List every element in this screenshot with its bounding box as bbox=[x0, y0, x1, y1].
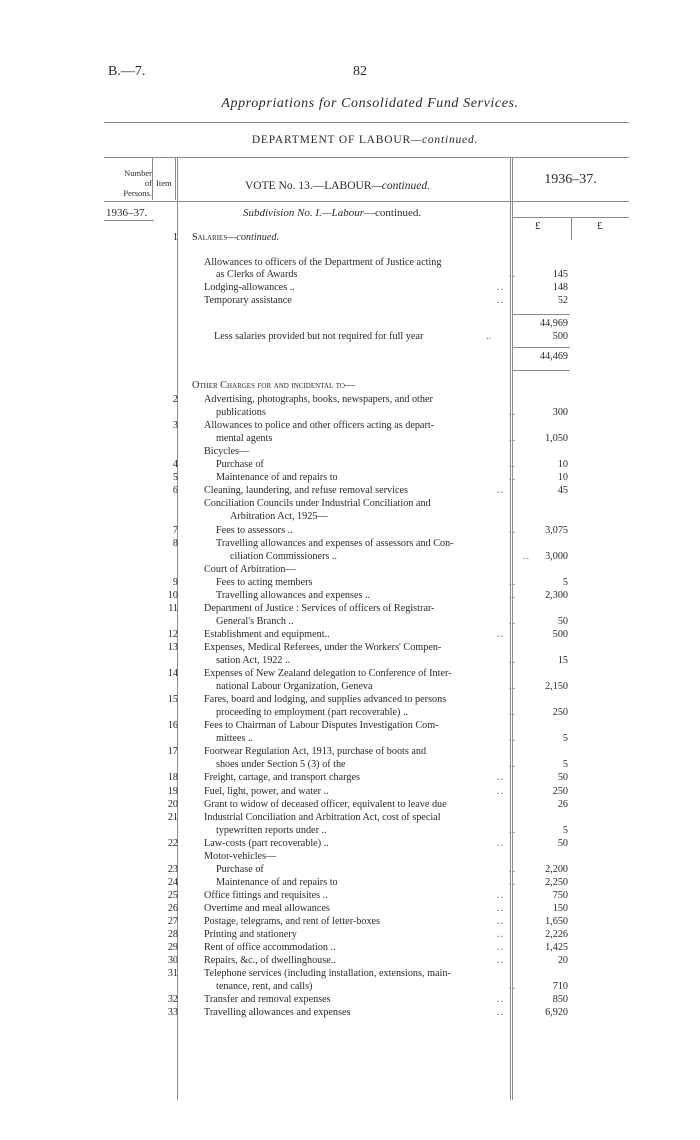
leader-dots: .. bbox=[496, 485, 504, 496]
charge-row bbox=[0, 419, 700, 432]
charge-row bbox=[0, 980, 700, 993]
leader-dots: .. bbox=[508, 407, 516, 418]
line-description bbox=[204, 667, 504, 680]
item-number: 11 bbox=[168, 603, 178, 614]
line-description bbox=[204, 628, 504, 641]
charge-row bbox=[0, 811, 700, 824]
line-amount: 26 bbox=[557, 799, 568, 810]
line-amount: 250 bbox=[552, 786, 568, 797]
line-amount: 10 bbox=[557, 459, 568, 470]
line-description bbox=[204, 837, 504, 850]
item-number: 4 bbox=[172, 459, 178, 470]
line-label: Arbitration Act, 1925— bbox=[230, 511, 331, 522]
leader-dots: .. bbox=[496, 295, 504, 306]
leader-dots: .. bbox=[496, 903, 504, 914]
line-label: Law-costs (part recoverable) .. bbox=[204, 838, 332, 849]
line-amount: 1,650 bbox=[545, 916, 568, 927]
line-label: Postage, telegrams, and rent of letter-boxes bbox=[204, 916, 383, 927]
line-amount: 1,050 bbox=[545, 433, 568, 444]
line-amount: 3,075 bbox=[545, 525, 568, 536]
charge-row bbox=[0, 497, 700, 510]
line-description bbox=[204, 641, 504, 654]
charge-row bbox=[0, 693, 700, 706]
charge-row bbox=[0, 758, 700, 771]
charge-row bbox=[0, 576, 700, 589]
item-number: 19 bbox=[167, 786, 178, 797]
leader-dots: .. bbox=[508, 577, 516, 588]
total-rule-bottom bbox=[512, 370, 570, 371]
charge-row bbox=[0, 837, 700, 850]
line-description bbox=[204, 967, 504, 980]
salary-line bbox=[0, 268, 700, 281]
item-column-rule-left bbox=[175, 158, 176, 200]
charge-row bbox=[0, 641, 700, 654]
leader-dots: .. bbox=[496, 1007, 504, 1018]
line-description bbox=[204, 419, 504, 432]
leader-dots: .. bbox=[508, 759, 516, 770]
line-label: Allowances to police and other officers acting as depart- bbox=[204, 420, 437, 431]
line-amount: 45 bbox=[557, 485, 568, 496]
line-description bbox=[216, 268, 516, 281]
charge-row bbox=[0, 876, 700, 889]
item-number: 16 bbox=[167, 720, 178, 731]
item-number: 23 bbox=[167, 864, 178, 875]
vote-title bbox=[245, 180, 430, 192]
salary-line bbox=[0, 281, 700, 294]
vote-name: VOTE No. 13.—LABOUR bbox=[245, 180, 372, 192]
line-description bbox=[204, 941, 504, 954]
header-rule bbox=[104, 122, 629, 123]
line-amount: 52 bbox=[557, 295, 568, 306]
leader-dots: .. bbox=[496, 838, 504, 849]
line-label: Purchase of bbox=[216, 864, 267, 875]
charge-row bbox=[0, 863, 700, 876]
year-column-header: 1936–37. bbox=[544, 172, 597, 187]
charge-row bbox=[0, 667, 700, 680]
line-label: Maintenance of and repairs to bbox=[216, 877, 341, 888]
persons-year-label: 1936–37. bbox=[106, 207, 148, 219]
persons-column-rule bbox=[152, 158, 153, 200]
leader-dots: .. bbox=[496, 786, 504, 797]
charge-row bbox=[0, 928, 700, 941]
item-number: 21 bbox=[167, 812, 178, 823]
running-title: Appropriations for Consolidated Fund Services. bbox=[221, 96, 519, 111]
item-number: 32 bbox=[167, 994, 178, 1005]
line-label: Establishment and equipment.. bbox=[204, 629, 333, 640]
pound-header-rule bbox=[512, 217, 629, 218]
item-number: 24 bbox=[167, 877, 178, 888]
item-number: 31 bbox=[167, 968, 178, 979]
line-label: Purchase of bbox=[216, 459, 267, 470]
leader-dots: .. bbox=[496, 890, 504, 901]
salaries-suffix: —continued. bbox=[227, 232, 280, 243]
leader-dots: .. bbox=[508, 525, 516, 536]
pound-symbol: £ bbox=[535, 220, 541, 232]
line-description bbox=[204, 1006, 504, 1019]
subdivision-title bbox=[243, 207, 421, 219]
line-description bbox=[204, 294, 504, 307]
leader-dots: .. bbox=[508, 269, 516, 280]
line-amount: 15 bbox=[557, 655, 568, 666]
leader-dots: .. bbox=[508, 655, 516, 666]
leader-dots: .. bbox=[508, 590, 516, 601]
item-number: 17 bbox=[167, 746, 178, 757]
leader-dots: .. bbox=[508, 864, 516, 875]
charge-row bbox=[0, 602, 700, 615]
line-amount: 250 bbox=[552, 707, 568, 718]
line-amount: 50 bbox=[557, 772, 568, 783]
line-description bbox=[216, 537, 516, 550]
leader-dots: .. bbox=[496, 929, 504, 940]
line-amount: 2,150 bbox=[545, 681, 568, 692]
less-salaries-label: Less salaries provided but not required for full year bbox=[214, 331, 424, 342]
line-description bbox=[216, 524, 516, 537]
leader-dots: .. bbox=[508, 459, 516, 470]
line-label: Fees to assessors .. bbox=[216, 525, 296, 536]
line-label: Fuel, light, power, and water .. bbox=[204, 786, 332, 797]
item-number: 26 bbox=[167, 903, 178, 914]
charge-row bbox=[0, 510, 700, 523]
line-label: proceeding to employment (part recoverable) .. bbox=[216, 707, 411, 718]
line-label: Telephone services (including installation, extensions, main- bbox=[204, 968, 454, 979]
line-description bbox=[204, 602, 504, 615]
charge-row bbox=[0, 537, 700, 550]
leader-dots: .. bbox=[496, 282, 504, 293]
report-reference: B.—7. bbox=[108, 64, 146, 79]
line-label: Office fittings and requisites .. bbox=[204, 890, 331, 901]
charge-row bbox=[0, 654, 700, 667]
leader-dots: .. bbox=[508, 825, 516, 836]
line-description bbox=[204, 445, 504, 458]
line-label: Travelling allowances and expenses .. bbox=[216, 590, 373, 601]
department-name: DEPARTMENT OF LABOUR bbox=[251, 134, 411, 146]
line-description bbox=[204, 889, 504, 902]
line-description bbox=[216, 824, 516, 837]
total-rule-top bbox=[512, 347, 570, 348]
line-description bbox=[204, 693, 504, 706]
salary-line bbox=[0, 294, 700, 307]
line-amount: 5 bbox=[562, 577, 568, 588]
line-description bbox=[204, 902, 504, 915]
line-description bbox=[216, 876, 516, 889]
line-label: Conciliation Councils under Industrial Conciliation and bbox=[204, 498, 434, 509]
line-description bbox=[216, 589, 516, 602]
line-label: Rent of office accommodation .. bbox=[204, 942, 339, 953]
line-amount: 50 bbox=[557, 838, 568, 849]
line-label: ciliation Commissioners .. bbox=[230, 551, 340, 562]
line-amount: 850 bbox=[552, 994, 568, 1005]
line-description bbox=[216, 680, 516, 693]
charge-row bbox=[0, 732, 700, 745]
line-description bbox=[216, 432, 516, 445]
charge-row bbox=[0, 745, 700, 758]
item-column-header: Item bbox=[156, 178, 172, 188]
line-description bbox=[216, 706, 516, 719]
line-label: Travelling allowances and expenses bbox=[204, 1007, 353, 1018]
line-description bbox=[204, 928, 504, 941]
line-label: publications bbox=[216, 407, 269, 418]
charge-row bbox=[0, 889, 700, 902]
charge-row bbox=[0, 393, 700, 406]
line-amount: 5 bbox=[562, 733, 568, 744]
line-amount: 1,425 bbox=[545, 942, 568, 953]
line-amount: 500 bbox=[552, 629, 568, 640]
line-amount: 145 bbox=[552, 269, 568, 280]
department-suffix: —continued. bbox=[410, 134, 479, 146]
line-label: Fees to acting members bbox=[216, 577, 315, 588]
item-number: 7 bbox=[172, 525, 178, 536]
line-label: Printing and stationery bbox=[204, 929, 300, 940]
leader-dots: .. bbox=[496, 994, 504, 1005]
line-description bbox=[216, 458, 516, 471]
line-amount: 10 bbox=[557, 472, 568, 483]
item-number: 6 bbox=[172, 485, 178, 496]
less-salaries-dots: .. bbox=[486, 331, 492, 342]
subdivision-prefix: Subdivision No. I.— bbox=[243, 207, 332, 219]
line-description bbox=[204, 484, 504, 497]
line-amount: 6,920 bbox=[545, 1007, 568, 1018]
item-number: 2 bbox=[172, 394, 178, 405]
department-heading bbox=[160, 134, 570, 146]
line-description bbox=[230, 550, 530, 563]
line-amount: 2,300 bbox=[545, 590, 568, 601]
line-label: Department of Justice : Services of officers of Registrar- bbox=[204, 603, 437, 614]
line-amount: 50 bbox=[557, 616, 568, 627]
line-amount: 300 bbox=[552, 407, 568, 418]
leader-dots: .. bbox=[508, 616, 516, 627]
line-amount: 750 bbox=[552, 890, 568, 901]
line-label: Bicycles— bbox=[204, 446, 252, 457]
line-amount: 2,250 bbox=[545, 877, 568, 888]
item-number: 18 bbox=[167, 772, 178, 783]
charge-row bbox=[0, 967, 700, 980]
line-label: Advertising, photographs, books, newspapers, and other bbox=[204, 394, 436, 405]
line-amount: 2,226 bbox=[545, 929, 568, 940]
salaries-heading bbox=[192, 232, 279, 243]
table-top-rule bbox=[104, 157, 629, 158]
line-amount: 148 bbox=[552, 282, 568, 293]
persons-header-line: Persons. bbox=[123, 188, 152, 198]
line-amount: 5 bbox=[562, 825, 568, 836]
charge-row bbox=[0, 771, 700, 784]
charge-row bbox=[0, 524, 700, 537]
line-amount: 20 bbox=[557, 955, 568, 966]
item-number: 12 bbox=[167, 629, 178, 640]
line-label: Allowances to officers of the Department of Justice acting bbox=[204, 257, 444, 268]
line-label: Transfer and removal expenses bbox=[204, 994, 334, 1005]
year-underline bbox=[104, 220, 154, 221]
item-number: 14 bbox=[167, 668, 178, 679]
line-amount: 150 bbox=[552, 903, 568, 914]
charge-row bbox=[0, 471, 700, 484]
less-salaries-amount: 500 bbox=[552, 331, 568, 342]
line-amount: 2,200 bbox=[545, 864, 568, 875]
line-label: Fees to Chairman of Labour Disputes Investigation Com- bbox=[204, 720, 442, 731]
line-description bbox=[230, 510, 530, 523]
leader-dots: .. bbox=[508, 707, 516, 718]
line-label: Expenses, Medical Referees, under the Workers' Compen- bbox=[204, 642, 444, 653]
item-number: 3 bbox=[172, 420, 178, 431]
pound-column-divider bbox=[571, 218, 572, 240]
subdivision-suffix: —continued. bbox=[364, 207, 422, 219]
persons-column-header bbox=[104, 168, 152, 198]
charge-row bbox=[0, 850, 700, 863]
persons-header-line: Number bbox=[124, 168, 152, 178]
item-number: 22 bbox=[167, 838, 178, 849]
charge-row bbox=[0, 785, 700, 798]
item-number: 27 bbox=[167, 916, 178, 927]
line-label: Maintenance of and repairs to bbox=[216, 472, 341, 483]
line-label: Repairs, &c., of dwellinghouse.. bbox=[204, 955, 339, 966]
line-label: Freight, cartage, and transport charges bbox=[204, 772, 363, 783]
charge-row bbox=[0, 954, 700, 967]
subtotal-rule bbox=[512, 314, 570, 315]
line-label: tenance, rent, and calls) bbox=[216, 981, 315, 992]
charge-row bbox=[0, 824, 700, 837]
line-label: Motor-vehicles— bbox=[204, 851, 279, 862]
line-label: Footwear Regulation Act, 1913, purchase of boots and bbox=[204, 746, 429, 757]
item-number: 29 bbox=[167, 942, 178, 953]
item-number: 33 bbox=[167, 1007, 178, 1018]
line-description bbox=[204, 811, 504, 824]
line-amount: 3,000 bbox=[545, 551, 568, 562]
line-label: Temporary assistance bbox=[204, 295, 295, 306]
pound-symbol: £ bbox=[597, 220, 603, 232]
line-description bbox=[204, 771, 504, 784]
salaries-label: Salaries bbox=[192, 232, 228, 243]
leader-dots: .. bbox=[496, 629, 504, 640]
line-label: Grant to widow of deceased officer, equivalent to leave due bbox=[204, 799, 450, 810]
item-number: 30 bbox=[167, 955, 178, 966]
charge-row bbox=[0, 550, 700, 563]
line-label: General's Branch .. bbox=[216, 616, 297, 627]
item-number: 15 bbox=[167, 694, 178, 705]
line-label: Industrial Conciliation and Arbitration Act, cost of special bbox=[204, 812, 444, 823]
charge-row bbox=[0, 680, 700, 693]
charge-row bbox=[0, 432, 700, 445]
charge-row bbox=[0, 445, 700, 458]
salaries-subtotal: 44,969 bbox=[539, 318, 568, 329]
leader-dots: .. bbox=[496, 942, 504, 953]
line-description bbox=[204, 954, 504, 967]
line-label: Lodging-allowances .. bbox=[204, 282, 298, 293]
charge-row bbox=[0, 993, 700, 1006]
charge-row bbox=[0, 915, 700, 928]
line-description bbox=[216, 471, 516, 484]
persons-header-line: of bbox=[144, 178, 152, 188]
charge-row bbox=[0, 706, 700, 719]
line-label: Fares, board and lodging, and supplies advanced to persons bbox=[204, 694, 449, 705]
line-label: Travelling allowances and expenses of assessors and Con- bbox=[216, 538, 457, 549]
line-label: Court of Arbitration— bbox=[204, 564, 299, 575]
item-number: 5 bbox=[172, 472, 178, 483]
salaries-total: 44,469 bbox=[539, 351, 568, 362]
charge-row bbox=[0, 902, 700, 915]
line-description bbox=[216, 863, 516, 876]
line-description bbox=[216, 615, 516, 628]
column-header-rule bbox=[104, 201, 629, 202]
charge-row bbox=[0, 941, 700, 954]
item-number: 10 bbox=[167, 590, 178, 601]
line-description bbox=[204, 993, 504, 1006]
line-description bbox=[216, 576, 516, 589]
leader-dots: .. bbox=[508, 681, 516, 692]
line-description bbox=[204, 393, 504, 406]
line-description bbox=[204, 745, 504, 758]
line-amount: 5 bbox=[562, 759, 568, 770]
line-description bbox=[204, 563, 504, 576]
line-label: sation Act, 1922 .. bbox=[216, 655, 293, 666]
line-description bbox=[216, 758, 516, 771]
charge-row bbox=[0, 798, 700, 811]
line-description bbox=[204, 850, 504, 863]
line-description bbox=[204, 915, 504, 928]
salaries-item-number: 1 bbox=[172, 232, 178, 243]
vote-suffix: —continued. bbox=[371, 180, 430, 192]
leader-dots: .. bbox=[508, 733, 516, 744]
charge-row bbox=[0, 628, 700, 641]
line-description bbox=[216, 980, 516, 993]
line-description bbox=[204, 497, 504, 510]
leader-dots: .. bbox=[508, 433, 516, 444]
leader-dots: .. bbox=[508, 472, 516, 483]
leader-dots: .. bbox=[508, 877, 516, 888]
item-number: 20 bbox=[167, 799, 178, 810]
charge-row bbox=[0, 615, 700, 628]
item-number: 13 bbox=[167, 642, 178, 653]
charge-row bbox=[0, 719, 700, 732]
line-label: national Labour Organization, Geneva bbox=[216, 681, 376, 692]
line-description bbox=[204, 785, 504, 798]
line-label: shoes under Section 5 (3) of the bbox=[216, 759, 349, 770]
charge-row bbox=[0, 589, 700, 602]
line-label: as Clerks of Awards bbox=[216, 269, 300, 280]
subdivision-name: Labour bbox=[331, 207, 365, 219]
charge-row bbox=[0, 406, 700, 419]
other-charges-heading: Other Charges for and incidental to— bbox=[192, 380, 356, 391]
line-description bbox=[216, 406, 516, 419]
line-description bbox=[204, 281, 504, 294]
leader-dots: .. bbox=[522, 551, 530, 562]
line-label: mittees .. bbox=[216, 733, 256, 744]
charge-row bbox=[0, 563, 700, 576]
line-description bbox=[204, 798, 504, 811]
line-label: Cleaning, laundering, and refuse removal services bbox=[204, 485, 411, 496]
line-label: Overtime and meal allowances bbox=[204, 903, 333, 914]
leader-dots: .. bbox=[496, 916, 504, 927]
charge-row bbox=[0, 484, 700, 497]
line-description bbox=[216, 654, 516, 667]
charge-row bbox=[0, 1006, 700, 1019]
line-description bbox=[216, 732, 516, 745]
item-number: 28 bbox=[167, 929, 178, 940]
item-number: 8 bbox=[172, 538, 178, 549]
charge-row bbox=[0, 458, 700, 471]
line-label: typewritten reports under .. bbox=[216, 825, 330, 836]
page-number: 82 bbox=[353, 64, 367, 79]
leader-dots: .. bbox=[496, 955, 504, 966]
leader-dots: .. bbox=[496, 772, 504, 783]
leader-dots: .. bbox=[508, 981, 516, 992]
line-label: Expenses of New Zealand delegation to Conference of Inter- bbox=[204, 668, 455, 679]
line-label: mental agents bbox=[216, 433, 275, 444]
item-number: 9 bbox=[172, 577, 178, 588]
line-description bbox=[204, 719, 504, 732]
item-number: 25 bbox=[167, 890, 178, 901]
line-amount: 710 bbox=[552, 981, 568, 992]
